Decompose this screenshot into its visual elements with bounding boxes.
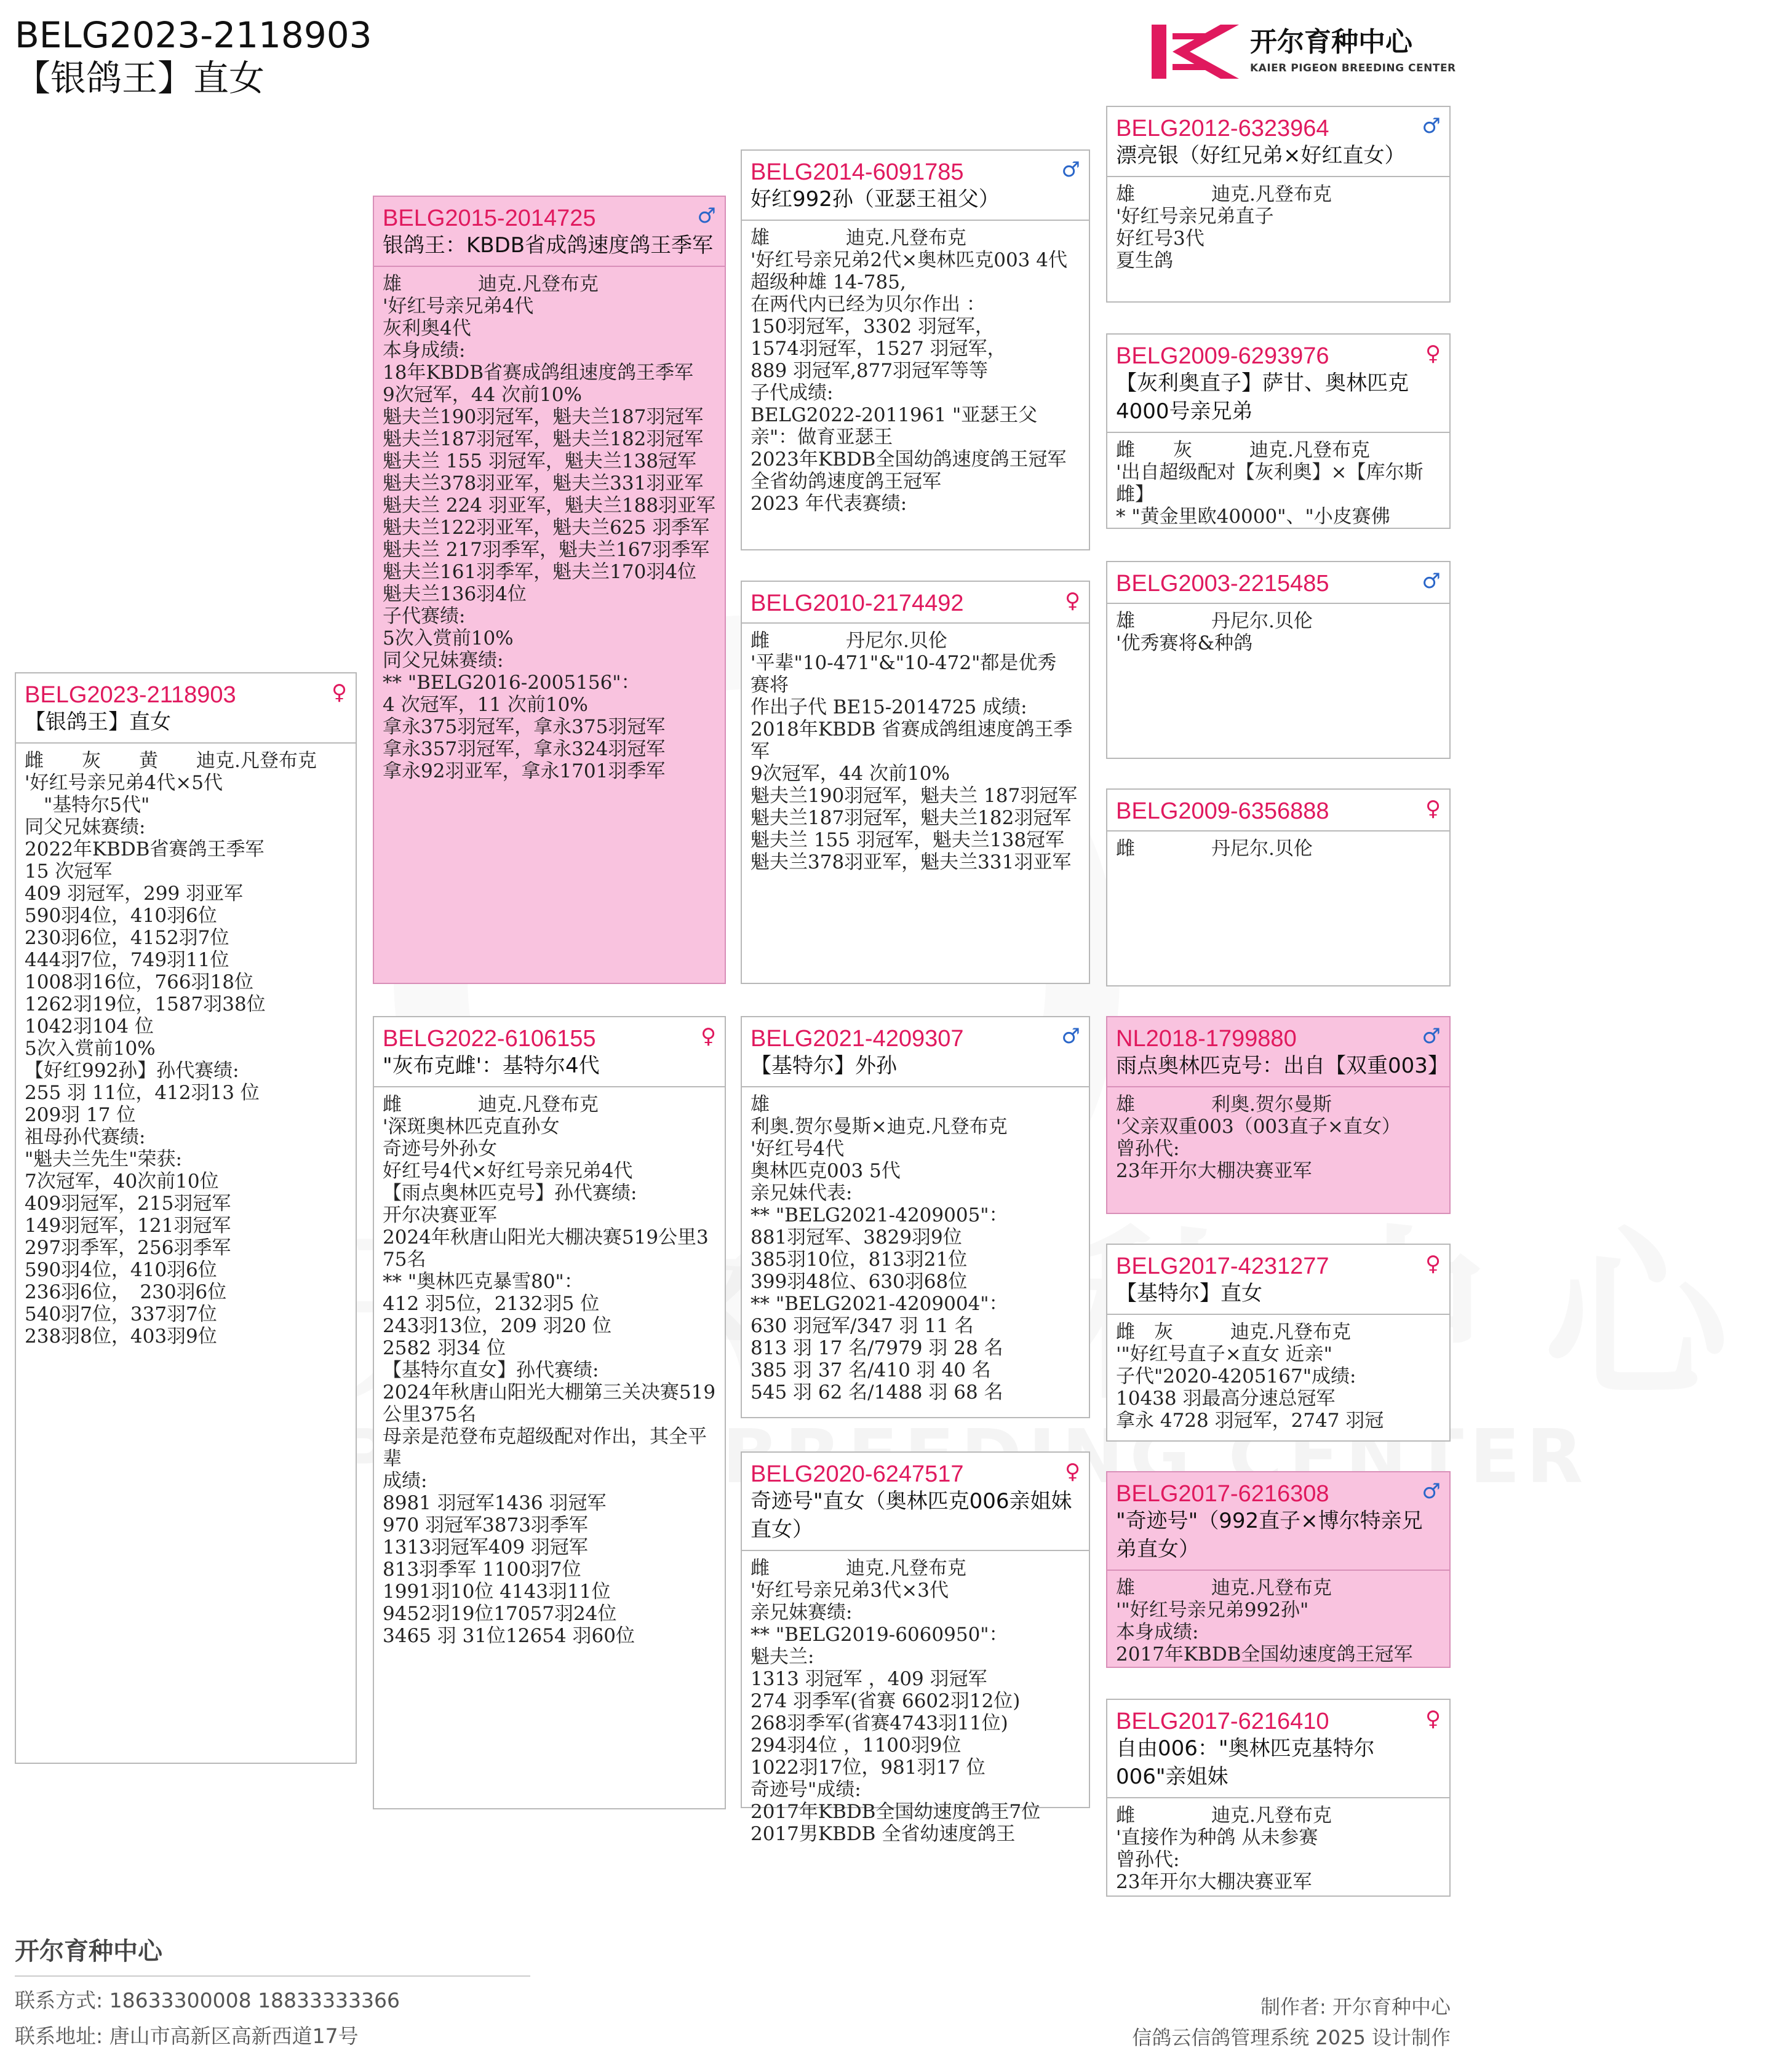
brand-name-en: KAIER PIGEON BREEDING CENTER [1250, 62, 1456, 74]
male-icon: ♂ [1422, 569, 1441, 593]
kaier-logo-icon [1148, 22, 1240, 81]
ring-id: NL2018-1799880 [1116, 1026, 1297, 1052]
ring-id: BELG2009-6356888 [1116, 798, 1329, 824]
contact-phones: 18633300008 18833333366 [109, 1988, 400, 2012]
pedigree-card-dam-sire [741, 1016, 1090, 1418]
ring-id: BELG2022-6106155 [383, 1026, 596, 1052]
pedigree-card-ggp-1 [1106, 106, 1451, 303]
card-details: 雄 迪克.凡登布克 '好红号亲兄弟直子 好红号3代 夏生鸽 [1116, 183, 1332, 272]
female-icon: ♀ [1425, 1707, 1441, 1731]
ring-id: BELG2021-4209307 [751, 1026, 964, 1052]
page-ring-id: BELG2023-2118903 [15, 14, 372, 56]
pedigree-card-ggp-7 [1106, 1471, 1451, 1668]
ring-id: BELG2014-6091785 [751, 159, 964, 185]
footer-org-name: 开尔育种中心 [15, 1937, 162, 1966]
pedigree-card-ggp-2 [1106, 333, 1451, 529]
female-icon: ♀ [1425, 796, 1441, 821]
footer-address [15, 2023, 359, 2049]
card-details: 雄 迪克.凡登布克 '"好红号亲兄弟992孙" 本身成绩: 2017年KBDB全国幼速度鸽王冠军 [1116, 1577, 1413, 1665]
female-icon: ♀ [332, 680, 347, 705]
card-title: "灰布克雌'：基特尔4代 [383, 1054, 600, 1078]
card-details: 雌 迪克.凡登布克 '好红号亲兄弟3代×3代 亲兄妹赛绩: ** "BELG2019-6060950"： 魁夫兰: 1313 羽冠军 ，409 羽冠军 274 羽季军(省赛 6602羽12位) 268羽季军(省赛4743羽11位) 294羽4位 ，1100羽9位 1022羽17位，981羽17 位 奇迹号"成绩: 2017年KBDB全国幼速度鸽王7位 2017男KBDB 全省幼速度鸽王 [751, 1557, 1041, 1845]
ring-id: BELG2009-6293976 [1116, 343, 1329, 369]
male-icon: ♂ [1422, 114, 1441, 138]
male-icon: ♂ [1422, 1024, 1441, 1049]
card-details: 雄 迪克.凡登布克 '好红号亲兄弟2代×奥林匹克003 4代 超级种雄 14-785, 在两代内已经为贝尔作出 ： 150羽冠军，3302 羽冠军， 1574羽冠军，1527 羽冠军， 889 羽冠军,877羽冠军等等 子代成绩: BELG2022-2011961 "亚瑟王父亲"：做育亚瑟王 2023年KBDB全国幼鸽速度鸽王冠军 全省幼鸽速度鸽王冠军 2023 年代表赛绩: [751, 227, 1067, 515]
page-pigeon-name: 【银鸽王】直女 [15, 57, 265, 99]
brand-logo [1148, 22, 1456, 81]
female-icon: ♀ [1425, 1252, 1441, 1276]
card-details: 雄 利奥.贺尔曼斯 '父亲双重003（003直子×直女） 曾孙代: 23年开尔大棚决赛亚军 [1116, 1094, 1401, 1182]
card-details: 雌 丹尼尔.贝伦 '平辈"10-471"&"10-472"都是优秀 赛将 作出子代 BE15-2014725 成绩: 2018年KBDB 省赛成鸽组速度鸽王季军 9次冠军，44 次前10% 魁夫兰190羽冠军，魁夫兰 187羽冠军 魁夫兰187羽冠军，魁夫兰182羽冠军 魁夫兰 155 羽冠军，魁夫兰138冠军 魁夫兰378羽亚军，魁夫兰331羽亚军 [751, 630, 1078, 873]
ring-id: BELG2020-6247517 [751, 1461, 964, 1487]
pedigree-card-ggp-5 [1106, 1016, 1451, 1214]
female-icon: ♀ [1065, 589, 1080, 613]
ring-id: BELG2015-2014725 [383, 205, 596, 231]
female-icon: ♀ [1425, 341, 1441, 366]
card-title: 【灰利奥直子】萨甘、奥林匹克4000号亲兄弟 [1116, 371, 1409, 424]
ring-id: BELG2017-4231277 [1116, 1253, 1329, 1279]
footer-maker: 制作者: 开尔育种中心 [1260, 1995, 1451, 2018]
pedigree-card-ggp-3 [1106, 561, 1451, 759]
ring-id: BELG2003-2215485 [1116, 571, 1329, 597]
ring-id: BELG2017-6216410 [1116, 1709, 1329, 1734]
pedigree-card-sire-dam [741, 581, 1090, 984]
address-label: 联系地址: [15, 2024, 103, 2048]
card-details: 雌 灰 黄 迪克.凡登布克 '好红号亲兄弟4代×5代 "基特尔5代" 同父兄妹赛绩: 2022年KBDB省赛鸽王季军 15 次冠军 409 羽冠军，299 羽亚军 590羽4位，410羽6位 230羽6位，4152羽7位 444羽7位，749羽11位 1008羽16位，766羽18位 1262羽19位，1587羽38位 1042羽104 位 5次入赏前10% 【好红992孙】孙代赛绩: 255 羽 11位，412羽13 位 209羽 17 位 祖母孙代赛绩: "魁夫兰先生"荣获: 7次冠军，40次前10位 409羽冠军，215羽冠军 149羽冠军，121羽冠军 297羽季军，256羽季军 590羽4位，410羽6位 236羽6位， 230羽6位 540羽7位，337羽7位 238羽8位，403羽9位 [25, 750, 317, 1348]
card-details: 雄 利奥.贺尔曼斯×迪克.凡登布克 '好红号4代 奥林匹克003 5代 亲兄妹代表: ** "BELG2021-4209005"： 881羽冠军、3829羽9位 385羽10位，813羽21位 399羽48位、630羽68位 ** "BELG2021-4209004"： 630 羽冠军/347 羽 11 名 813 羽 17 名/7979 羽 28 名 385 羽 37 名/410 羽 40 名 545 羽 62 名/1488 羽 68 名 [751, 1094, 1008, 1403]
pedigree-card-subject [15, 672, 357, 1764]
card-details: 雄 迪克.凡登布克 '好红号亲兄弟4代 灰利奥4代 本身成绩: 18年KBDB省赛成鸽组速度鸽王季军 9次冠军，44 次前10% 魁夫兰190羽冠军，魁夫兰187羽冠军 魁夫兰187羽冠军，魁夫兰182羽冠军 魁夫兰 155 羽冠军，魁夫兰138冠军 魁夫兰378羽亚军，魁夫兰331羽亚军 魁夫兰 224 羽亚军，魁夫兰188羽亚军 魁夫兰122羽亚军，魁夫兰625 羽季军 魁夫兰 217羽季军，魁夫兰167羽季军 魁夫兰161羽季军，魁夫兰170羽4位 魁夫兰136羽4位 子代赛绩: 5次入赏前10% 同父兄妹赛绩: ** "BELG2016-2005156"： 4 次冠军，11 次前10% 拿永375羽冠军，拿永375羽冠军 拿永357羽冠军，拿永324羽冠军 拿永92羽亚军，拿永1701羽季军 [383, 273, 716, 782]
ring-id: BELG2023-2118903 [25, 682, 236, 708]
pedigree-card-dam-dam [741, 1451, 1090, 1845]
male-icon: ♂ [1061, 157, 1080, 182]
male-icon: ♂ [697, 204, 716, 228]
pedigree-card-dam [373, 1016, 726, 1809]
card-title: 【基特尔】外孙 [751, 1054, 897, 1078]
card-title: 自由006："奥林匹克基特尔 006"亲姐妹 [1116, 1736, 1375, 1789]
male-icon: ♂ [1061, 1024, 1080, 1049]
pedigree-card-sire-sire [741, 149, 1090, 550]
card-details: 雌 灰 迪克.凡登布克 '出自超级配对【灰利奥】×【库尔斯雌】 * "黄金里欧40000"、"小皮赛佛 [1116, 439, 1424, 528]
card-title: 【银鸽王】直女 [25, 710, 171, 734]
ring-id: BELG2017-6216308 [1116, 1481, 1329, 1507]
card-details: 雌 丹尼尔.贝伦 [1116, 838, 1313, 860]
ring-id: BELG2010-2174492 [751, 590, 964, 616]
brand-name-cn: 开尔育种中心 [1250, 26, 1412, 58]
card-title: "奇迹号"（992直子×博尔特亲兄弟直女） [1116, 1509, 1423, 1562]
pedigree-card-ggp-6 [1106, 1244, 1451, 1442]
card-details: 雌 迪克.凡登布克 '直接作为种鸽 从未参赛 曾孙代: 23年开尔大棚决赛亚军 [1116, 1804, 1332, 1893]
card-title: 【基特尔】直女 [1116, 1281, 1262, 1306]
card-title: 漂亮银（好红兄弟×好红直女） [1116, 143, 1406, 168]
pedigree-card-ggp-8 [1106, 1699, 1451, 1897]
address-value: 唐山市高新区高新西道17号 [109, 2024, 359, 2048]
pedigree-card-ggp-4 [1106, 788, 1451, 986]
card-details: 雄 丹尼尔.贝伦 '优秀赛将&种鸽 [1116, 610, 1313, 654]
female-icon: ♀ [701, 1024, 716, 1049]
male-icon: ♂ [1422, 1479, 1441, 1504]
card-details: 雌 灰 迪克.凡登布克 '"好红号直子×直女 近亲" 子代"2020-4205167"成绩: 10438 羽最高分速总冠军 拿永 4728 羽冠军，2747 羽冠 [1116, 1321, 1384, 1432]
card-title: 雨点奥林匹克号：出自【双重003】 [1116, 1054, 1449, 1078]
card-title: 奇迹号"直女（奥林匹克006亲姐妹直女） [751, 1489, 1072, 1542]
card-details: 雌 迪克.凡登布克 '深斑奥林匹克直孙女 奇迹号外孙女 好红号4代×好红号亲兄弟4代 【雨点奥林匹克号】孙代赛绩: 开尔决赛亚军 2024年秋唐山阳光大棚决赛519公里375名 ** "奥林匹克暴雪80"： 412 羽5位，2132羽5 位 243羽13位，209 羽20 位 2582 羽34 位 【基特尔直女】孙代赛绩: 2024年秋唐山阳光大棚第三关决赛519公里375名 母亲是范登布克超级配对作出，其全平辈 成绩: 8981 羽冠军1436 羽冠军 970 羽冠军3873羽季军 1313羽冠军409 羽冠军 813羽季军 1100羽7位 1991羽10位 4143羽11位 9452羽19位17057羽24位 3465 羽 31位12654 羽60位 [383, 1094, 716, 1647]
footer-system: 信鸽云信鸽管理系统 2025 设计制作 [1132, 2026, 1451, 2049]
ring-id: BELG2012-6323964 [1116, 116, 1329, 141]
footer-contact [15, 1988, 400, 2014]
pedigree-card-sire [373, 196, 726, 984]
card-title: 银鸽王：KBDB省成鸽速度鸽王季军 [383, 233, 714, 258]
footer-divider [15, 1975, 530, 1977]
contact-label: 联系方式: [15, 1988, 103, 2012]
female-icon: ♀ [1065, 1459, 1080, 1484]
card-title: 好红992孙（亚瑟王祖父） [751, 187, 1000, 212]
